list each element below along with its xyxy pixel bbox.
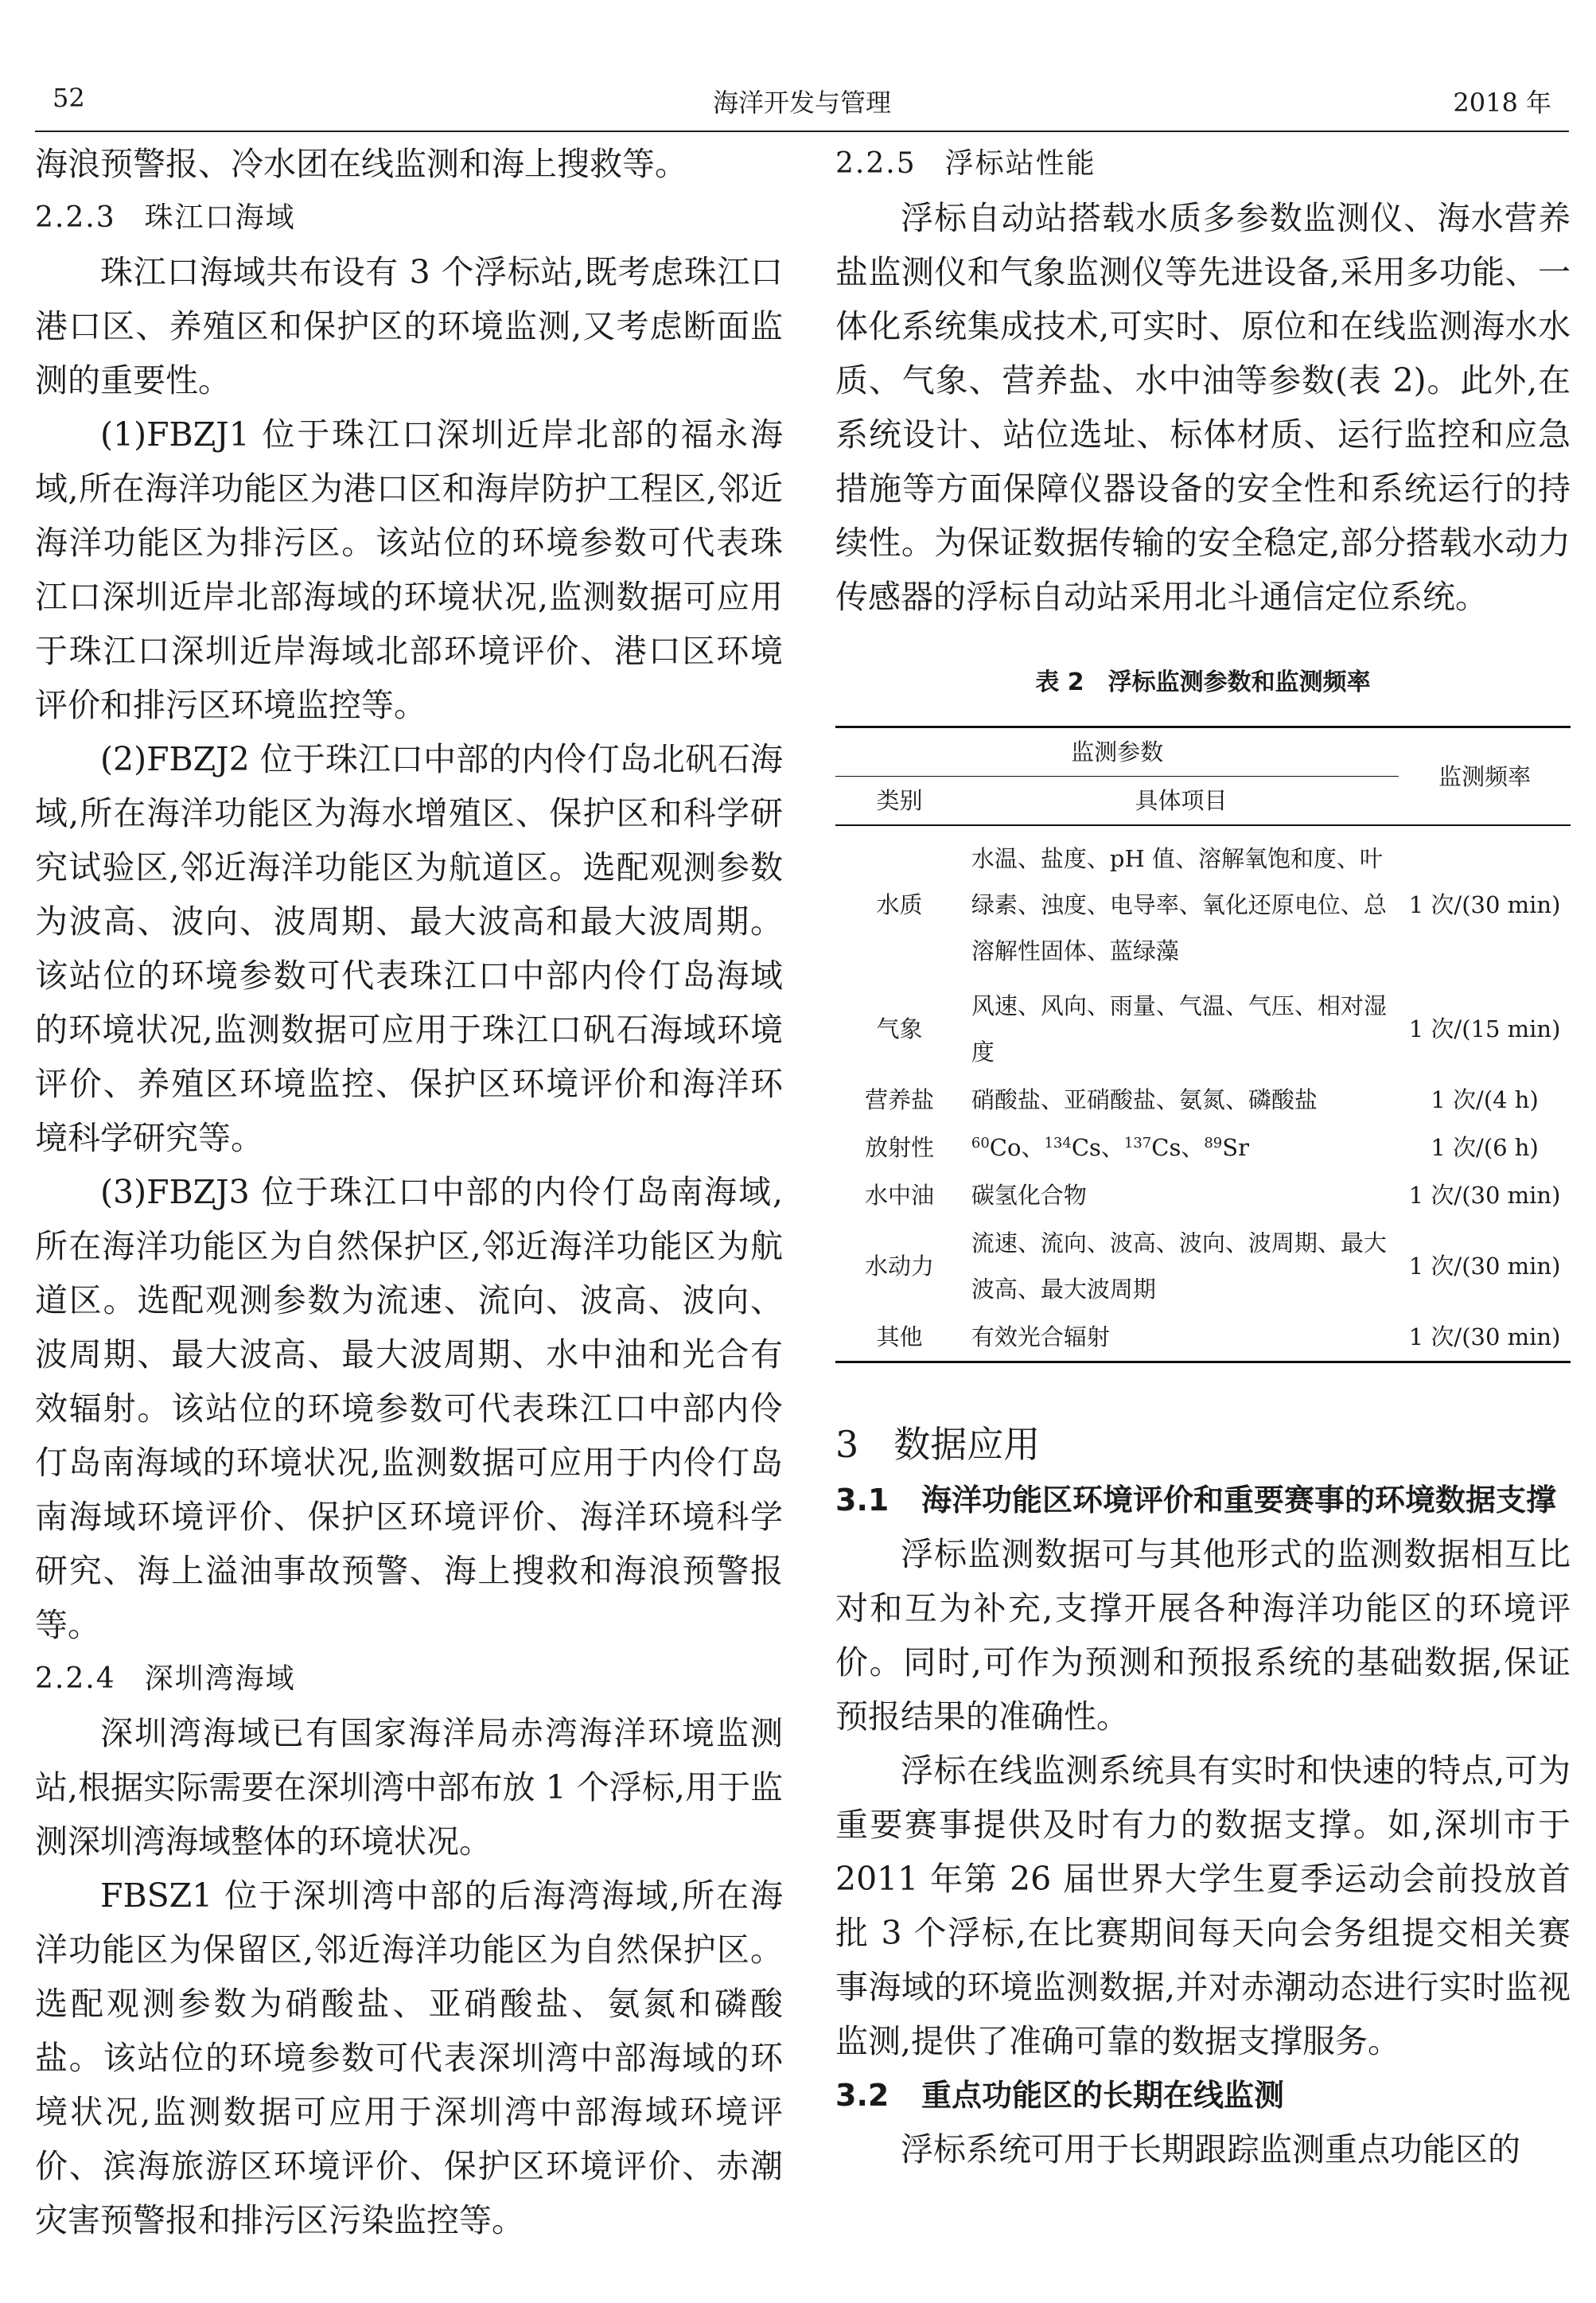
cell-item: 流速、流向、波高、波向、波周期、最大波高、最大波周期 xyxy=(971,1229,1387,1303)
paragraph: 浮标系统可用于长期跟踪监测重点功能区的 xyxy=(901,2130,1520,2169)
section-title: 珠江口海域 xyxy=(144,201,296,234)
page-number: 52 xyxy=(53,83,85,113)
header-category: 类别 xyxy=(835,777,963,826)
isotope-mass: 134 xyxy=(1044,1135,1072,1152)
cell-category: 水中油 xyxy=(864,1182,934,1209)
section-title: 数据应用 xyxy=(893,1423,1041,1466)
section-title: 浮标站性能 xyxy=(944,147,1096,180)
cell-category: 放射性 xyxy=(864,1134,934,1161)
section-heading-2-2-4 xyxy=(35,1652,783,1706)
header-rule xyxy=(35,131,1569,132)
section-number: 2.2.3 xyxy=(35,201,116,234)
isotope-symbol: Cs、 xyxy=(1071,1134,1124,1161)
section-title: 海洋功能区环境评价和重要赛事的环境数据支撑 xyxy=(921,1483,1557,1518)
parameters-table xyxy=(835,726,1571,1363)
cell-item: 硝酸盐、亚硝酸盐、氨氮、磷酸盐 xyxy=(971,1086,1318,1113)
table-row xyxy=(835,975,1571,1076)
cell-item-isotopes xyxy=(963,1124,1399,1171)
cell-category: 其他 xyxy=(835,1313,963,1362)
header-item: 具体项目 xyxy=(963,777,1399,826)
section-title: 重点功能区的长期在线监测 xyxy=(921,2078,1285,2113)
cell-category: 气象 xyxy=(876,1015,923,1042)
cell-category: 营养盐 xyxy=(864,1086,934,1113)
cell-frequency: 1 次/(15 min) xyxy=(1408,1015,1561,1042)
table-row xyxy=(835,1076,1571,1124)
table-row xyxy=(835,1219,1571,1313)
isotope-mass: 137 xyxy=(1123,1135,1152,1152)
publication-year: 2018 年 xyxy=(1453,88,1551,118)
cell-category: 水质 xyxy=(835,825,963,975)
table-row xyxy=(835,825,1571,975)
section-number: 2.2.5 xyxy=(835,147,917,180)
header-frequency: 监测频率 xyxy=(1399,727,1571,826)
section-title: 深圳湾海域 xyxy=(144,1662,296,1695)
cell-item: 水温、盐度、pH 值、溶解氧饱和度、叶绿素、浊度、电导率、氧化还原电位、总溶解性固体、蓝绿藻 xyxy=(963,825,1399,975)
isotope-mass: 89 xyxy=(1204,1135,1223,1152)
paragraph: 浮标自动站搭载水质多参数监测仪、海水营养盐监测仪和气象监测仪等先进设备,采用多功能、一体化系统集成技术,可实时、原位和在线监测海水水质、气象、营养盐、水中油等参数(表 2)。此外,在系统设计、站位选址、标体材质、运行监控和应急措施等方面保障仪器设备的安全性和系统运行的持续性。为保证数据传输的安全稳定,部分搭载水动力传感器的浮标自动站采用北斗通信定位系统。 xyxy=(835,199,1571,616)
section-number: 2.2.4 xyxy=(35,1662,116,1695)
table-number: 表 2 xyxy=(1035,668,1084,696)
running-header xyxy=(35,83,1569,118)
table-row xyxy=(835,1313,1571,1362)
paragraph: 浮标在线监测系统具有实时和快速的特点,可为重要赛事提供及时有力的数据支撑。如,深圳市于 2011 年第 26 届世界大学生夏季运动会前投放首批 3 个浮标,在比赛期间每天向会务组提交相关赛事海域的环境监测数据,并对赤潮动态进行实时监视监测,提供了准确可靠的数据支撑服务。 xyxy=(835,1752,1571,2060)
cell-item: 风速、风向、雨量、气温、气压、相对湿度 xyxy=(971,992,1387,1066)
section-heading-2-2-3 xyxy=(35,191,783,245)
isotope-mass: 60 xyxy=(971,1135,990,1152)
journal-title: 海洋开发与管理 xyxy=(712,88,891,118)
section-heading-2-2-5 xyxy=(835,137,1571,191)
cell-frequency: 1 次/(30 min) xyxy=(1399,1313,1571,1362)
section-heading-3-1 xyxy=(835,1473,1571,1527)
right-column xyxy=(835,137,1571,2176)
section-heading-3 xyxy=(835,1416,1571,1473)
paragraph: (3)FBZJ3 位于珠江口中部的内伶仃岛南海域,所在海洋功能区为自然保护区,邻近海洋功能区为航道区。选配观测参数为流速、流向、波高、波向、波周期、最大波高、最大波周期、水中油和光合有效辐射。该站位的环境参数可代表珠江口中部内伶仃岛南海域的环境状况,监测数据可应用于内伶仃岛南海域环境评价、保护区环境评价、海洋环境科学研究、海上溢油事故预警、海上搜救和海浪预警报等。 xyxy=(35,1173,783,1644)
cell-frequency: 1 次/(30 min) xyxy=(1408,1253,1561,1280)
cell-item: 碳氢化合物 xyxy=(971,1182,1087,1209)
paragraph-intro: 海浪预警报、冷水团在线监测和海上搜救等。 xyxy=(35,145,687,183)
header-group-monitoring-parameters: 监测参数 xyxy=(835,727,1399,777)
paragraph: 深圳湾海域已有国家海洋局赤湾海洋环境监测站,根据实际需要在深圳湾中部布放 1 个浮标,用于监测深圳湾海域整体的环境状况。 xyxy=(35,1714,783,1861)
cell-frequency: 1 次/(30 min) xyxy=(1399,825,1571,975)
paragraph: (1)FBZJ1 位于珠江口深圳近岸北部的福永海域,所在海洋功能区为港口区和海岸防护工程区,邻近海洋功能区为排污区。该站位的环境参数可代表珠江口深圳近岸北部海域的环境状况,监测数据可应用于珠江口深圳近岸海域北部环境评价、港口区环境评价和排污区环境监控等。 xyxy=(35,415,783,724)
paragraph: 珠江口海域共布设有 3 个浮标站,既考虑珠江口港口区、养殖区和保护区的环境监测,又考虑断面监测的重要性。 xyxy=(35,253,783,399)
cell-category: 水动力 xyxy=(864,1253,934,1280)
table-caption xyxy=(835,667,1571,699)
cell-frequency: 1 次/(4 h) xyxy=(1431,1086,1539,1113)
section-number: 3 xyxy=(835,1423,859,1466)
paragraph: 浮标监测数据可与其他形式的监测数据相互比对和互为补充,支撑开展各种海洋功能区的环境评价。同时,可作为预测和预报系统的基础数据,保证预报结果的准确性。 xyxy=(835,1535,1571,1736)
left-column xyxy=(35,137,783,2247)
section-heading-3-2 xyxy=(835,2068,1571,2122)
table-title: 浮标监测参数和监测频率 xyxy=(1107,668,1371,696)
isotope-symbol: Co、 xyxy=(989,1134,1045,1161)
cell-frequency: 1 次/(6 h) xyxy=(1431,1134,1539,1161)
isotope-symbol: Sr xyxy=(1222,1134,1249,1161)
paragraph: (2)FBZJ2 位于珠江口中部的内伶仃岛北矾石海域,所在海洋功能区为海水增殖区、保护区和科学研究试验区,邻近海洋功能区为航道区。选配观测参数为波高、波向、波周期、最大波高和最大波周期。该站位的环境参数可代表珠江口中部内伶仃岛海域的环境状况,监测数据可应用于珠江口矾石海域环境评价、养殖区环境监控、保护区环境评价和海洋环境科学研究等。 xyxy=(35,740,783,1157)
paragraph: FBSZ1 位于深圳湾中部的后海湾海域,所在海洋功能区为保留区,邻近海洋功能区为自然保护区。选配观测参数为硝酸盐、亚硝酸盐、氨氮和磷酸盐。该站位的环境参数可代表深圳湾中部海域的环境状况,监测数据可应用于深圳湾中部海域环境评价、滨海旅游区环境评价、保护区环境评价、赤潮灾害预警报和排污区污染监控等。 xyxy=(35,1876,783,2239)
section-number: 3.2 xyxy=(835,2078,889,2113)
cell-frequency: 1 次/(30 min) xyxy=(1408,1182,1561,1209)
cell-item: 有效光合辐射 xyxy=(963,1313,1399,1362)
table-row xyxy=(835,1124,1571,1171)
table-row xyxy=(835,1171,1571,1219)
isotope-symbol: Cs、 xyxy=(1151,1134,1205,1161)
section-number: 3.1 xyxy=(835,1483,889,1518)
